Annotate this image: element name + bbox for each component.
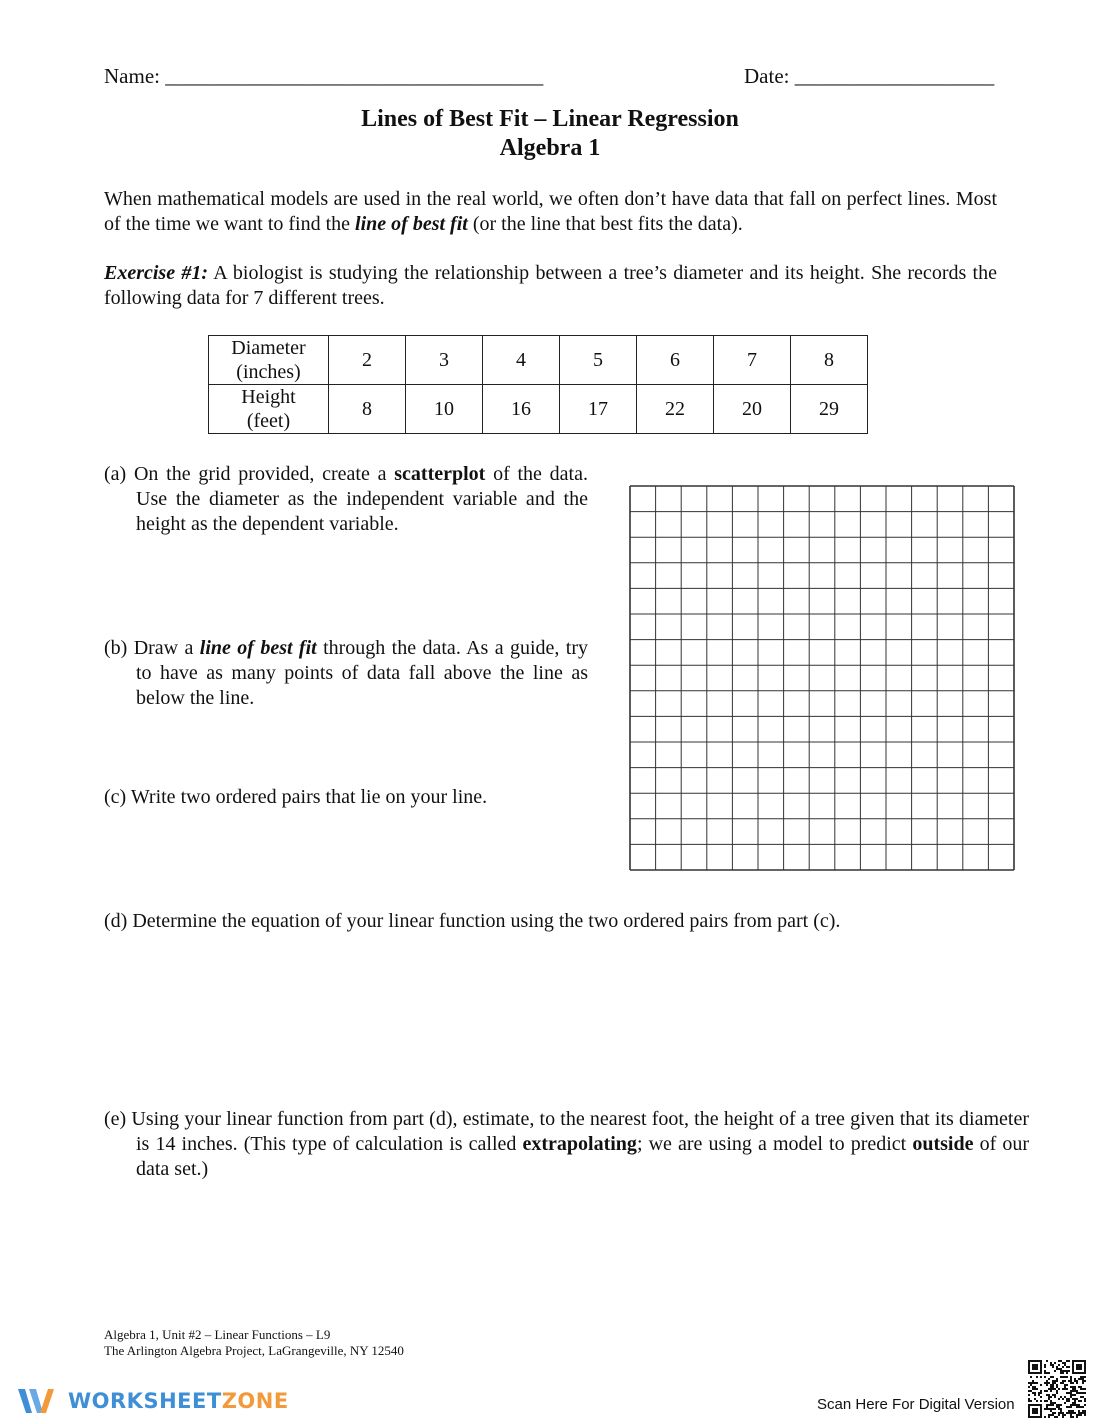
intro-text-end: (or the line that best fits the data). xyxy=(467,213,743,235)
table-cell: 7 xyxy=(714,336,791,385)
page-title: Lines of Best Fit – Linear Regression xyxy=(361,106,739,132)
question-a-prefix: (a) On the grid provided, create a xyxy=(104,463,395,485)
table-cell: 20 xyxy=(714,385,791,434)
question-e-prefix: (e) Using your linear function from part (d), estimate, to the nearest foot, the height of a tree given that its diameter is 14 inches. (This type of calculation is called xyxy=(104,1108,1029,1155)
intro-paragraph xyxy=(104,187,997,237)
footer-course: Algebra 1, Unit #2 – Linear Functions – L9 xyxy=(104,1327,331,1342)
table-cell: 2 xyxy=(329,336,406,385)
table-cell: 8 xyxy=(329,385,406,434)
table-cell: 8 xyxy=(791,336,868,385)
question-e-middle: ; we are using a model to predict xyxy=(636,1133,913,1155)
worksheetzone-logo[interactable] xyxy=(16,1384,289,1418)
data-table xyxy=(208,335,868,434)
table-cell: 29 xyxy=(791,385,868,434)
question-b-suffix: through the data. As a guide, try to have as many points of data fall above the line as below the line. xyxy=(136,637,588,709)
table-cell: 4 xyxy=(483,336,560,385)
table-cell: 22 xyxy=(637,385,714,434)
table-row-diameter xyxy=(209,336,868,385)
question-e-suffix: of our data set.) xyxy=(136,1133,1029,1180)
logo-word-worksheet: WORKSHEET xyxy=(68,1389,222,1413)
question-e xyxy=(104,1107,1029,1182)
question-e-bold2: outside xyxy=(912,1133,974,1155)
question-a xyxy=(104,462,588,537)
exercise-text: A biologist is studying the relationship between a tree’s diameter and its height. She records the following data for 7 different trees. xyxy=(104,262,997,309)
exercise-label: Exercise #1: xyxy=(104,262,209,284)
page-subtitle: Algebra 1 xyxy=(499,135,601,161)
date-field-label: Date: ___________________ xyxy=(744,64,995,88)
table-row-height xyxy=(209,385,868,434)
logo-word-zone: ZONE xyxy=(221,1389,289,1413)
worksheetzone-logo-icon xyxy=(16,1385,60,1417)
name-field-label: Name: ____________________________________ xyxy=(104,64,544,88)
scan-caption: Scan Here For Digital Version xyxy=(817,1396,1015,1413)
question-a-suffix: of the data. Use the diameter as the independent variable and the height as the dependent variable. xyxy=(136,463,588,535)
qr-code-icon[interactable] xyxy=(1028,1360,1086,1418)
question-b-prefix: (b) Draw a xyxy=(104,637,200,659)
height-header xyxy=(209,385,329,434)
table-cell: 10 xyxy=(406,385,483,434)
exercise-paragraph xyxy=(104,261,997,311)
table-cell: 5 xyxy=(560,336,637,385)
diameter-header-line1: Diameter xyxy=(231,337,306,359)
height-header-line1: Height xyxy=(241,386,296,408)
table-cell: 3 xyxy=(406,336,483,385)
question-d: (d) Determine the equation of your linear function using the two ordered pairs from part (c). xyxy=(104,910,841,932)
graph-grid[interactable] xyxy=(629,485,1015,871)
question-c: (c) Write two ordered pairs that lie on your line. xyxy=(104,786,488,808)
question-e-bold1: extrapolating xyxy=(522,1133,637,1155)
footer-publisher: The Arlington Algebra Project, LaGrangeville, NY 12540 xyxy=(104,1343,404,1358)
question-b xyxy=(104,636,588,711)
table-cell: 17 xyxy=(560,385,637,434)
question-a-bold: scatterplot xyxy=(394,463,486,485)
intro-emphasis: line of best fit xyxy=(355,213,468,235)
table-cell: 16 xyxy=(483,385,560,434)
table-cell: 6 xyxy=(637,336,714,385)
question-b-emphasis: line of best fit xyxy=(199,637,317,659)
diameter-header-line2: (inches) xyxy=(236,361,301,383)
height-header-line2: (feet) xyxy=(246,410,291,432)
diameter-header xyxy=(209,336,329,385)
intro-text-start: When mathematical models are used in the real world, we often don’t have data that fall on perfect lines. Most of the time we want to find the xyxy=(104,188,997,235)
